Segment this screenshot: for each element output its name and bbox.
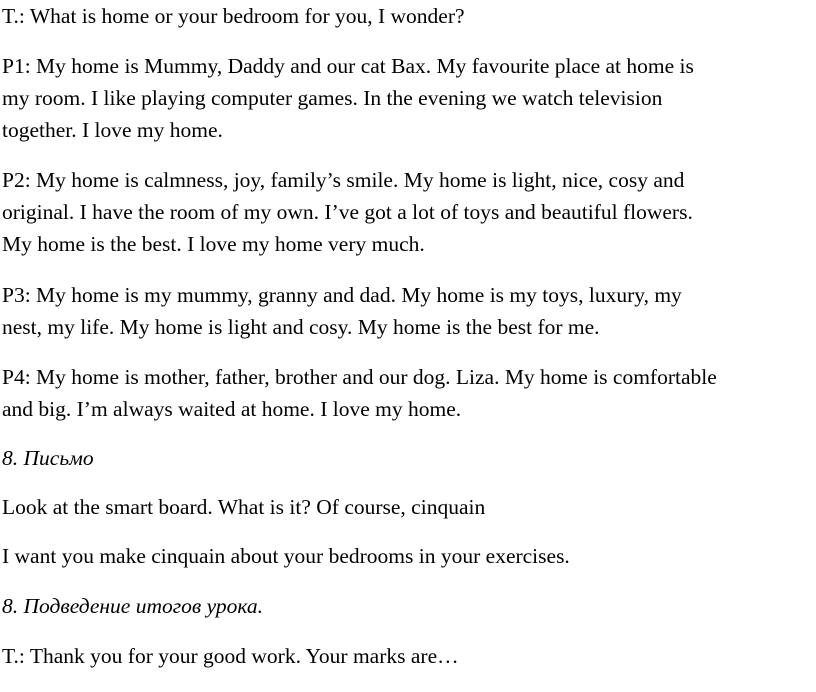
text-line: nest, my life. My home is light and cosy. My home is the best for me. <box>2 315 600 339</box>
text-line: I want you make cinquain about your bedrooms in your exercises. <box>2 544 570 568</box>
text-line: P2: My home is calmness, joy, family’s smile. My home is light, nice, cosy and <box>2 168 685 192</box>
pupil-3-paragraph <box>2 279 814 343</box>
text-line: my room. I like playing computer games. In the evening we watch television <box>2 86 663 110</box>
text-line: P1: My home is Mummy, Daddy and our cat Bax. My favourite place at home is <box>2 54 694 78</box>
text-line: P4: My home is mother, father, brother and our dog. Liza. My home is comfortable <box>2 365 717 389</box>
text-line: original. I have the room of my own. I’ve got a lot of toys and beautiful flowers. <box>2 200 693 224</box>
pupil-1-paragraph <box>2 50 814 146</box>
pupil-2-paragraph <box>2 164 814 260</box>
teacher-question-paragraph <box>2 0 814 32</box>
section-8-writing-heading <box>2 442 814 474</box>
text-line: together. I love my home. <box>2 118 223 142</box>
section-8-summary-heading <box>2 590 814 622</box>
text-line: and big. I’m always waited at home. I love my home. <box>2 397 462 421</box>
pupil-4-paragraph <box>2 361 814 425</box>
text-line: My home is the best. I love my home very much. <box>2 232 425 256</box>
text-line: 8. Письмо <box>2 446 94 470</box>
text-line: 8. Подведение итогов урока. <box>2 594 264 618</box>
text-line: P3: My home is my mummy, granny and dad. My home is my toys, luxury, my <box>2 283 682 307</box>
teacher-thanks-paragraph <box>2 640 814 672</box>
text-line: Look at the smart board. What is it? Of course, cinquain <box>2 495 486 519</box>
cinquain-task-paragraph <box>2 540 814 572</box>
text-line: T.: Thank you for your good work. Your marks are… <box>2 644 459 668</box>
smart-board-paragraph <box>2 491 814 523</box>
text-line: T.: What is home or your bedroom for you, I wonder? <box>2 4 465 28</box>
